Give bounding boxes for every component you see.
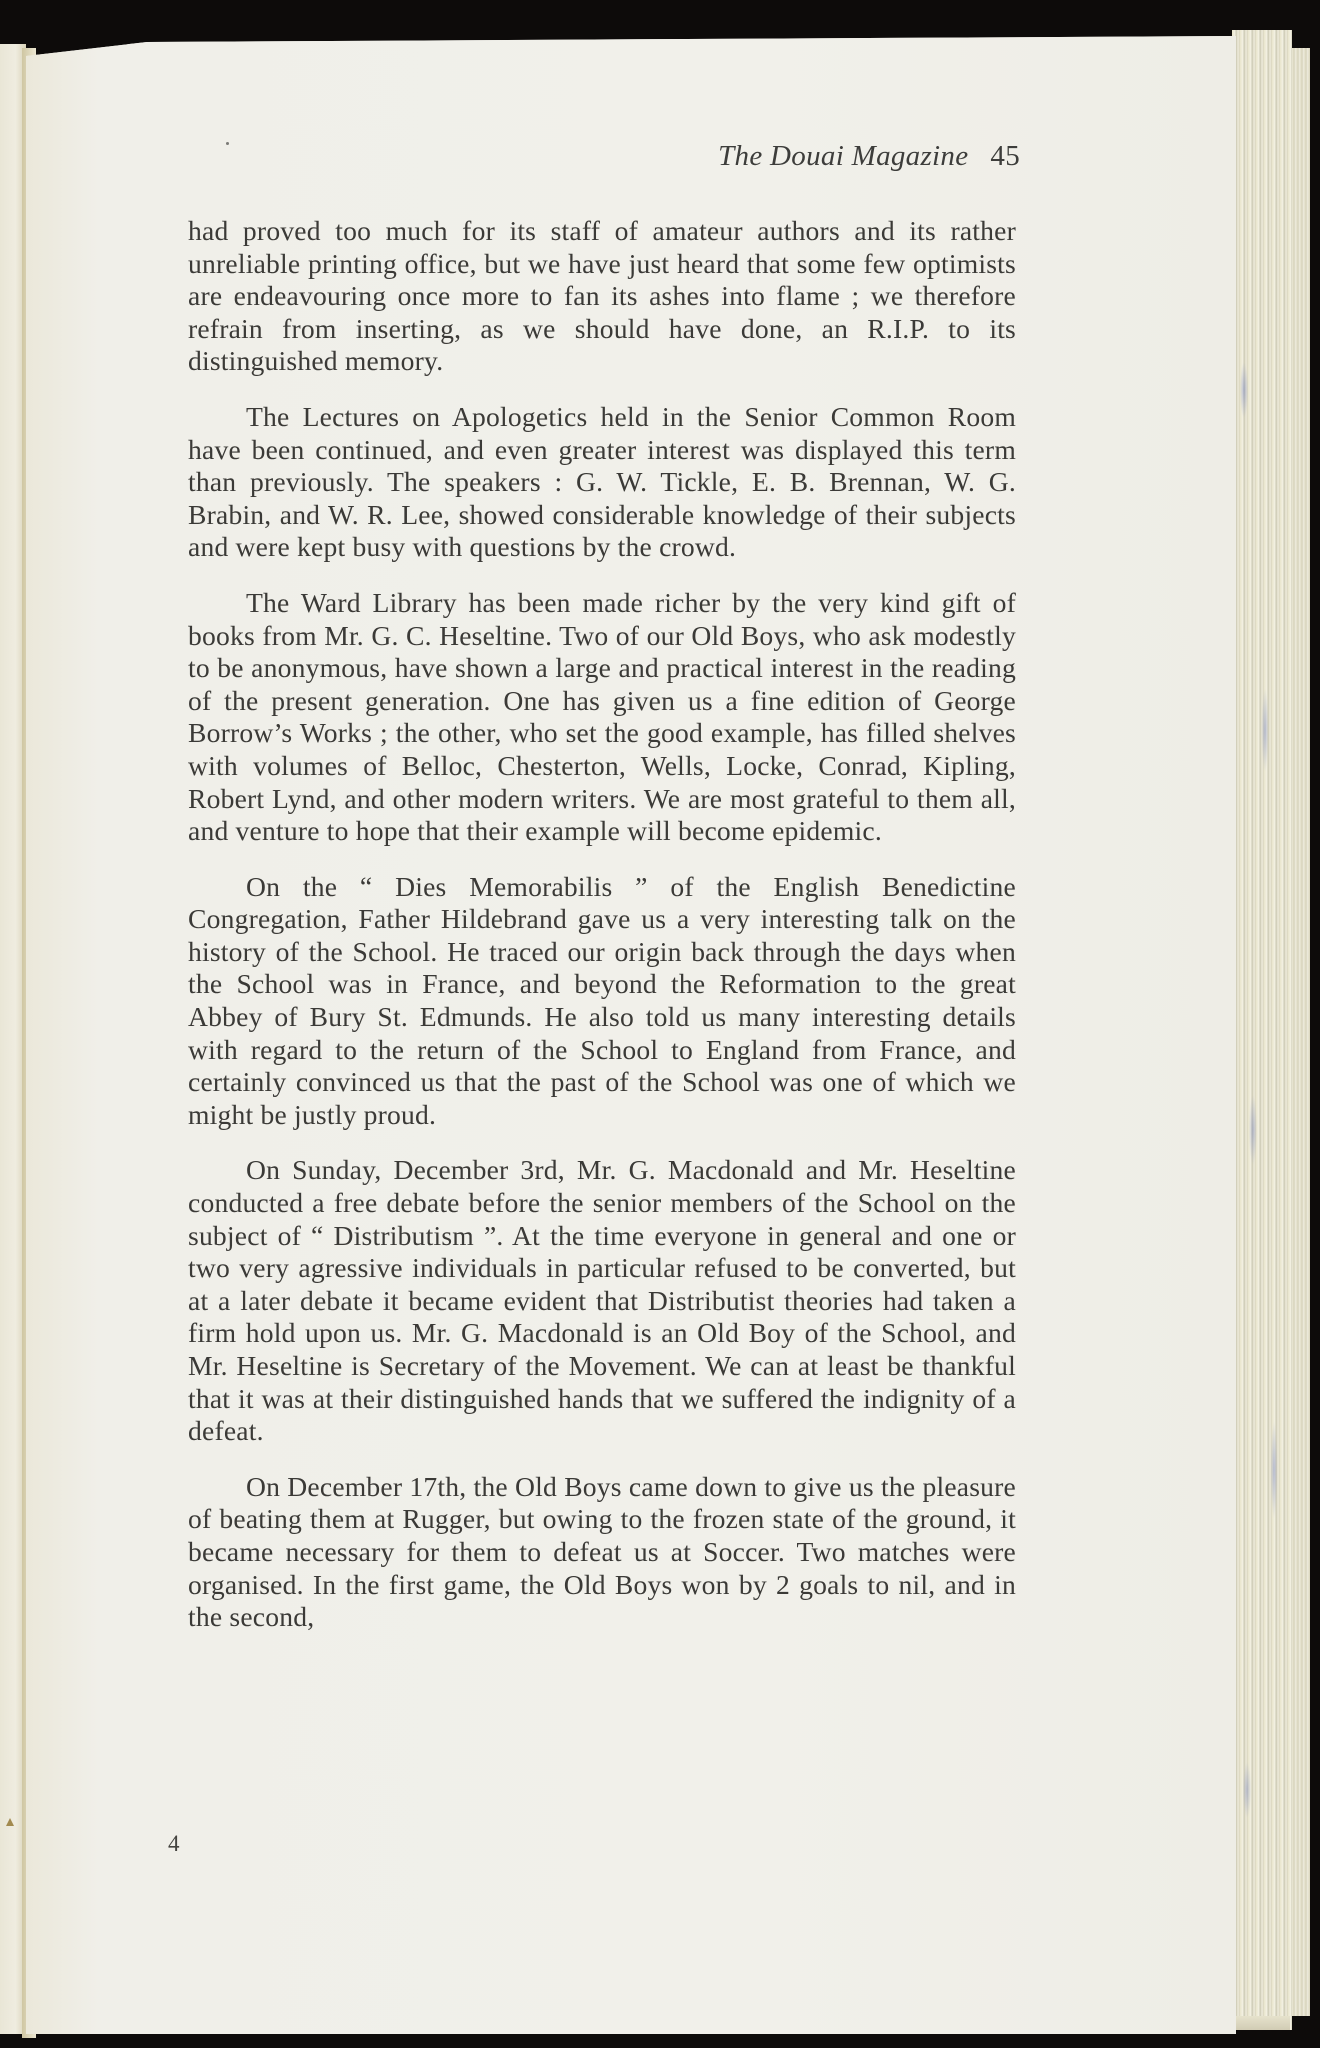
article-body <box>188 215 1016 1657</box>
running-header <box>640 140 1020 173</box>
paragraph-distributism-debate: On Sunday, December 3rd, Mr. G. Macdonald and Mr. Heseltine conducted a free debate before the senior members of the School on the subject of “ Distributism ”. At the time everyone in general and one or two very agressive individuals in particular refused to be converted, but at a later debate it became evident that Distributist theories had taken a firm hold upon us. Mr. G. Macdonald is an Old Boy of the School, and Mr. Heseltine is Secretary of the Movement. We can at least be thankful that it was at their distinguished hands that we suffered the indignity of a defeat. <box>188 1154 1016 1447</box>
signature-mark: 4 <box>168 1831 180 1856</box>
paragraph-ward-library: The Ward Library has been made richer by the very kind gift of books from Mr. G. C. Heseltine. Two of our Old Boys, who ask modestly to be anonymous, have shown a large and practical interest in the reading of the present generation. One has given us a fine edition of George Borrow’s Works ; the other, who set the good example, has filled shelves with volumes of Belloc, Chesterton, Wells, Locke, Conrad, Kipling, Robert Lynd, and other modern writers. We are most grateful to them all, and venture to hope that their example will become epidemic. <box>188 586 1016 847</box>
page-number: 45 <box>990 140 1020 172</box>
running-title: The Douai Magazine <box>718 140 969 172</box>
paragraph-lectures: The Lectures on Apologetics held in the Senior Common Room have been continued, and even greater interest was displayed this term than previously. The speakers : G. W. Tickle, E. B. Brennan, W. G. Brabin, and W. R. Lee, showed considerable knowledge of their subjects and were kept busy with questions by the crowd. <box>188 400 1016 563</box>
paper-speck <box>226 142 229 145</box>
page-stack-edge <box>1232 30 1292 2030</box>
paragraph-dies-memorabilis: On the “ Dies Memorabilis ” of the English Benedictine Congregation, Father Hildebrand gave us a very interesting talk on the history of the School. He traced our origin back through the days when the School was in France, and beyond the Reformation to the great Abbey of Bury St. Edmunds. He also told us many interesting details with regard to the return of the School to England from France, and certainly convinced us that the past of the School was one of which we might be justly proud. <box>188 870 1016 1130</box>
margin-mark <box>6 1818 14 1826</box>
page-stack-edge-outer <box>1292 48 1310 2016</box>
paragraph-continuation: had proved too much for its staff of amateur authors and its rather unreliable printing office, but we have just heard that some few optimists are endeavouring once more to fan its ashes into flame ; we therefore refrain from inserting, as we should have done, an R.I.P. to its distinguished memory. <box>188 215 1016 377</box>
paragraph-old-boys-match: On December 17th, the Old Boys came down to give us the pleasure of beating them at Rugger, but owing to the frozen state of the ground, it became necessary for them to defeat us at Soccer. Two matches were organised. In the first game, the Old Boys won by 2 goals to nil, and in the second, <box>188 1470 1016 1633</box>
